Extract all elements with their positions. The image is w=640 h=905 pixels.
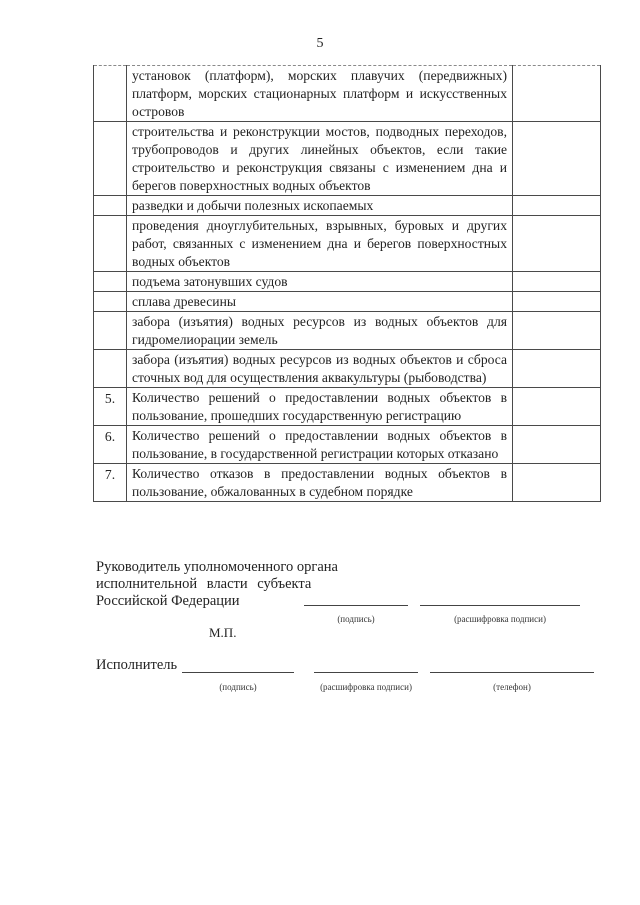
- row-value-cell[interactable]: [513, 388, 601, 426]
- row-indicator: подъема затонувших судов: [127, 272, 513, 292]
- row-value-cell[interactable]: [513, 312, 601, 350]
- table-row: [94, 216, 601, 272]
- row-indicator: сплава древесины: [127, 292, 513, 312]
- row-indicator: Количество отказов в предоставлении водных объектов в пользование, обжалованных в судебном порядке: [127, 464, 513, 502]
- row-indicator: Количество решений о предоставлении водных объектов в пользование, в государственной регистрации которых отказано: [127, 426, 513, 464]
- table-row: [94, 272, 601, 292]
- table-row: [94, 388, 601, 426]
- row-indicator: забора (изъятия) водных ресурсов из водных объектов и сброса сточных вод для осуществления аквакультуры (рыбоводства): [127, 350, 513, 388]
- table-row: [94, 426, 601, 464]
- page-number: 5: [316, 36, 324, 51]
- executor-signature-caption: (подпись): [219, 682, 257, 692]
- row-indicator: установок (платформ), морских плавучих (передвижных) платформ, морских стационарных платформ и искусственных островов: [127, 66, 513, 122]
- head-title-line-1: Руководитель уполномоченного органа: [96, 559, 338, 575]
- row-indicator: проведения дноуглубительных, взрывных, буровых и других работ, связанных с изменением дна и берегов поверхностных водных объектов: [127, 216, 513, 272]
- row-indicator: забора (изъятия) водных ресурсов из водных объектов для гидромелиорации земель: [127, 312, 513, 350]
- table-row: [94, 66, 601, 122]
- report-table: [93, 65, 601, 502]
- head-title-line-2: исполнительной власти субъекта: [96, 576, 312, 592]
- row-value-cell[interactable]: [513, 426, 601, 464]
- row-value-cell[interactable]: [513, 350, 601, 388]
- row-value-cell[interactable]: [513, 272, 601, 292]
- table-row: [94, 350, 601, 388]
- row-number: [94, 272, 127, 292]
- table-row: [94, 122, 601, 196]
- executor-phone-caption: (телефон): [493, 682, 531, 692]
- row-value-cell[interactable]: [513, 122, 601, 196]
- executor-signature-line[interactable]: [182, 672, 294, 673]
- row-indicator: разведки и добычи полезных ископаемых: [127, 196, 513, 216]
- row-number: 5.: [94, 388, 127, 426]
- table-row: [94, 464, 601, 502]
- row-indicator: строительства и реконструкции мостов, подводных переходов, трубопроводов и других линейных объектов, если такие строительство и реконструкция связаны с изменением дна и берегов поверхностных водных объектов: [127, 122, 513, 196]
- head-decoding-line[interactable]: [420, 605, 580, 606]
- row-number: [94, 196, 127, 216]
- row-value-cell[interactable]: [513, 464, 601, 502]
- table-row: [94, 312, 601, 350]
- head-signature-caption: (подпись): [337, 614, 375, 624]
- head-signature-line[interactable]: [304, 605, 408, 606]
- row-value-cell[interactable]: [513, 196, 601, 216]
- head-title-line-3: Российской Федерации: [96, 593, 240, 609]
- row-number: 6.: [94, 426, 127, 464]
- head-decoding-caption: (расшифровка подписи): [454, 614, 546, 624]
- row-number: [94, 350, 127, 388]
- executor-phone-line[interactable]: [430, 672, 594, 673]
- stamp-place: М.П.: [209, 625, 237, 640]
- row-indicator: Количество решений о предоставлении водных объектов в пользование, прошедших государственную регистрацию: [127, 388, 513, 426]
- table-row: [94, 292, 601, 312]
- row-value-cell[interactable]: [513, 66, 601, 122]
- executor-decoding-line[interactable]: [314, 672, 418, 673]
- row-number: [94, 216, 127, 272]
- row-number: 7.: [94, 464, 127, 502]
- row-number: [94, 122, 127, 196]
- row-value-cell[interactable]: [513, 292, 601, 312]
- row-number: [94, 312, 127, 350]
- row-number: [94, 66, 127, 122]
- row-number: [94, 292, 127, 312]
- row-value-cell[interactable]: [513, 216, 601, 272]
- executor-label: Исполнитель: [96, 657, 178, 673]
- table-row: [94, 196, 601, 216]
- executor-decoding-caption: (расшифровка подписи): [320, 682, 412, 692]
